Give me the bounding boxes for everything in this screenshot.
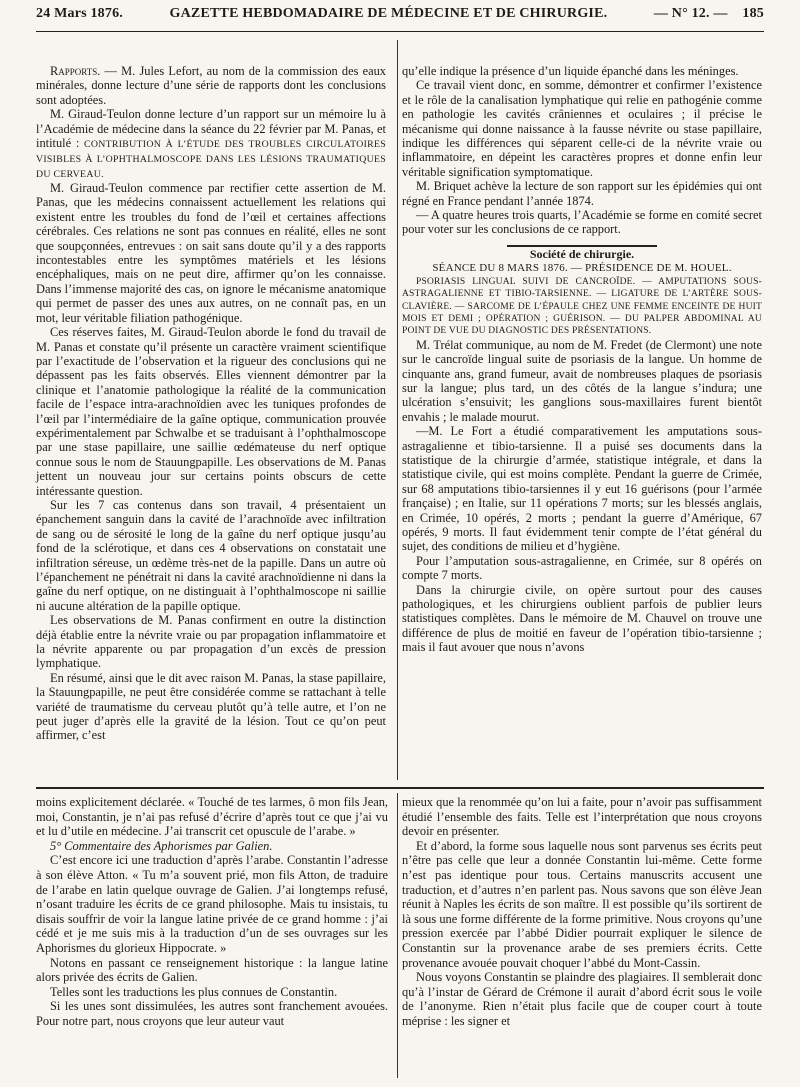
header-number: — N° 12. — <box>653 6 728 21</box>
page-header <box>36 6 764 28</box>
header-date: 24 Mars 1876. <box>36 6 123 21</box>
paragraph: Telles sont les traductions les plus connues de Constantin. <box>50 984 338 999</box>
header-title: GAZETTE HEBDOMADAIRE DE MÉDECINE ET DE CHIRURGIE. <box>169 6 608 21</box>
paragraph: mieux que la renommée qu’on lui a faite, pour n’avoir pas suffisamment étudié l’ensemble des faits. Telle est l’interprétation que nous croyons devoir en présenter. <box>402 795 762 839</box>
header-issue <box>654 6 764 22</box>
paragraph: M. Giraud-Teulon donne lecture d’un rapport sur un mémoire lu à l’Académie de médecine dans la séance du 22 février par M. Panas, et intitulé : CONTRIBUTION À L’ÉTUDE DES TROUBLES CIRCULATOIRES VISIBLES À L’OPHTHALMOSCOPE DANS LES LÉSIONS TRAUMATIQUES DU CERVEAU. <box>36 107 386 181</box>
bottom-right-column <box>402 795 762 1029</box>
paragraph: Notons en passant ce renseignement historique : la langue latine alors privée des écrits de Galien. <box>36 955 388 985</box>
top-left-column <box>36 64 386 743</box>
paragraph: Sur les 7 cas contenus dans son travail, 4 présentaient un épanchement sanguin dans la cavité de l’arachnoïde avec infiltration de sang ou de sérosité le long de la gaîne du nerf optique jusqu’au fond de la sclérotique, et dans ces 4 observations on constatait une infiltration séreuse, un œdème très-net de la papille. Dans un autre où l’épanchement ne pénétrait ni dans la cavité arachnoïdienne ni dans la gaîne du nerf optique, on ne distinguait à l’ophthalmoscope ni saillie ni aucune altération de la papille optique. <box>36 497 386 613</box>
paragraph: M. Giraud-Teulon commence par rectifier cette assertion de M. Panas, que les médecins connaissent actuellement les relations qui existent entre les troubles du fond de l’œil et certaines affections cérébrales. Ces relations ne sont pas connues en réalité, elles ne sont que soupçonnées, entrevues : on sait sans doute qu’il y a des rapports incontestables entre les symptômes matériels et les lésions encéphaliques, mais on ne peut dire, affirmer qu’on les connaisse. Dans l’immense majorité des cas, on ignore le mécanisme anatomique qui permet de passer des unes aux autres, on ne connaît pas, en un mot, leur véritable filiation pathogénique. <box>36 181 386 325</box>
paragraph: Les observations de M. Panas confirment en outre la distinction déjà établie entre la névrite vraie ou par propagation inflammatoire et la névrite apparente ou par propagation d’un excès de pression lymphatique. <box>36 613 386 671</box>
top-right-column <box>402 64 762 655</box>
paragraph: qu’elle indique la présence d’un liquide épanché dans les méninges. <box>402 64 739 78</box>
paragraph: Nous voyons Constantin se plaindre des plagiaires. Il semblerait donc qu’à l’instar de Gérard de Crémone il aurait d’abord écrit sous le voile de l’anonyme. Rien n’était plus facile que de couper court à toute méprise : les signer et <box>402 970 762 1028</box>
column-divider <box>397 40 398 780</box>
section-heading: Société de chirurgie. <box>529 246 635 261</box>
session-heading: SÉANCE DU 8 MARS 1876. — PRÉSIDENCE DE M. HOUEL. <box>432 262 732 275</box>
column-divider <box>397 793 398 1078</box>
paragraph: Dans la chirurgie civile, on opère surtout pour des causes pathologiques, et les chirurgiens oublient parfois de publier leurs statistiques complètes. Dans le mémoire de M. Chauvel on trouve une différence de plus de moitié en faveur de l’opération tibio-tarsienne ; mais il faut avouer que nous n’avons <box>402 582 762 655</box>
paragraph: moins explicitement déclarée. « Touché de tes larmes, ô mon fils Jean, moi, Constantin, je n’ai pas refusé d’écrire d’après tout ce que j’ai vu et lu d’utile en médecine. J’ai transcrit cet opuscule de l’arabe. » <box>36 795 388 839</box>
header-rule <box>36 31 764 32</box>
header-page-number: 185 <box>742 6 764 21</box>
paragraph: —M. Le Fort a étudié comparativement les amputations sous-astragalienne et tibio-tarsienne. Il a puisé ses documents dans la statistique de la chirurgie d’armée, statistique intégrale, et dans la statistique civile, qui est moins complète. Pendant la guerre de Crimée, sur 68 amputations tibio-tarsiennes il y eut 16 guérisons (pour l’armée française) ; en Italie, sur 11 opérations 7 morts; sur les blessés anglais, en Crimée, 10 opérés, 2 morts ; pendant la guerre d’Amérique, 67 opérés, 9 morts. Il faut évidemment tenir compte de l’état général du sujet, des conditions de milieu et d’hygiène. <box>402 424 762 554</box>
bottom-left-column <box>36 795 388 1029</box>
paragraph: C’est encore ici une traduction d’après l’arabe. Constantin l’adresse à son élève Atton. « Tu m’a souvent prié, mon fils Atton, de traduire de l’arabe en latin quelque ouvrage de Galien. J’ai longtemps refusé, n’osant traduire les écrits de ce grand philosophe. Mais tu insistais, tu disais souffrir de voir la langue latine privée de ce grand homme : j’ai cédé et je me suis mis à la traduction d’un de ses ouvrages sur les Aphorismes du glorieux Hippocrate. » <box>36 853 388 955</box>
paragraph: M. Briquet achève la lecture de son rapport sur les épidémies qui ont régné en France pendant l’année 1874. <box>402 179 762 208</box>
paragraph: En résumé, ainsi que le dit avec raison M. Panas, la stase papillaire, la Stauungpapille, ne peut être considérée comme se rattachant à telle variété de traumatisme du cerveau plutôt qu’à telle autre, et l’on ne peut juger d’après elle la gravité de la lésion. Tout ce qu’on peut affirmer, c’est <box>36 670 386 743</box>
paragraph: Si les unes sont dissimulées, les autres sont franchement avouées. Pour notre part, nous croyons que leur auteur vaut <box>36 999 388 1028</box>
subheading: 5° Commentaire des Aphorismes par Galien. <box>50 838 273 853</box>
paragraph: Pour l’amputation sous-astragalienne, en Crimée, sur 8 opérés on compte 7 morts. <box>402 553 762 583</box>
section-label: Rapports. — <box>50 64 117 78</box>
paragraph: Ce travail vient donc, en somme, démontrer et confirmer l’existence et le rôle de la canalisation lymphatique qui relie en pathogénie comme en pathologie les cavités crâniennes et oculaires ; il précise le mécanisme qui donne naissance à la fausse névrite ou stase papillaire, indique les différences qui séparent celle-ci de la névrite vraie ou inflammatoire, en dépeint les caractères propres et donne enfin leur véritable signification symptomatique. <box>402 78 762 179</box>
paragraph: — A quatre heures trois quarts, l’Académie se forme en comité secret pour voter sur les conclusions de ce rapport. <box>402 208 762 237</box>
paragraph: Ces réserves faites, M. Giraud-Teulon aborde le fond du travail de M. Panas et constate qu’il présente un caractère vraiment scientifique par l’exactitude de l’observation et la rigueur des conclusions qui ne dépassent pas les faits observés. Elles viennent démontrer par la clinique et l’anatomie pathologique la réalité de la communication facile de l’espace intra-arachnoïdien avec les tuniques profondes de l’œil par l’intermédiaire de la gaîne optique, communication prouvée expérimentalement par Schwalbe et se traduisant à l’ophthalmoscope par une stase papillaire, une saillie œdémateuse du nerf optique connue sous le nom de Stauungpapille. Les observations de M. Panas jettent un nouveau jour sur certains points obscurs de cette intéressante question. <box>36 325 386 498</box>
paragraph: Et d’abord, la forme sous laquelle nous sont parvenus ses écrits peut n’être pas celle que leur a donnée Constantin lui-même. Cette forme n’est pas identique pour tous. Certains manuscrits accusent une traduction, et d’autres n’en parlent pas. Nous savons que son élève Jean réunit à Naples les écrits de son maître. Il est possible qu’ils sortirent de là sous une forme différente de la forme primitive. Nous croyons qu’une pression exercée par l’abbé Didier pourrait expliquer le silence de Constantin sur la provenance arabe de ses premiers écrits. Cette provenance avouée pouvait choquer l’abbé du Mont-Cassin. <box>402 838 762 970</box>
paragraph: Rapports. — M. Jules Lefort, au nom de la commission des eaux minérales, donne lecture d’une série de rapports dont les conclusions sont adoptées. <box>36 64 387 107</box>
paragraph: M. Trélat communique, au nom de M. Fredet (de Clermont) une note sur le cancroïde lingual suite de psoriasis de la langue. Un homme de cinquante ans, grand fumeur, avait de nombreuses plaques de psoriasis sur la langue; plus tard, un des côtés de la langue s’indura; une ulcération s’ensuivit; les ganglions sous-maxillaires furent bientôt envahis ; le malade mourut. <box>402 337 762 424</box>
memoir-title: CONTRIBUTION À L’ÉTUDE DES TROUBLES CIRCULATOIRES VISIBLES À L’OPHTHALMOSCOPE DANS LES LÉSIONS TRAUMATIQUES DU CERVEAU. <box>36 139 386 181</box>
section-separator-rule <box>36 787 764 789</box>
session-summary: PSORIASIS LINGUAL SUIVI DE CANCROÏDE. — AMPUTATIONS SOUS-ASTRAGALIENNE ET TIBIO-TARSIENNE. — LIGATURE DE L’ARTÈRE SOUS-CLAVIÈRE. — SARCOME DE L’ÉPAULE CHEZ UNE FEMME ENCEINTE DE HUIT MOIS ET DEMI ; OPÉRATION ; GUÉRISON. — DU PALPER ABDOMINAL AU POINT DE VUE DU DIAGNOSTIC DES PRÉSENTATIONS. <box>402 276 762 337</box>
